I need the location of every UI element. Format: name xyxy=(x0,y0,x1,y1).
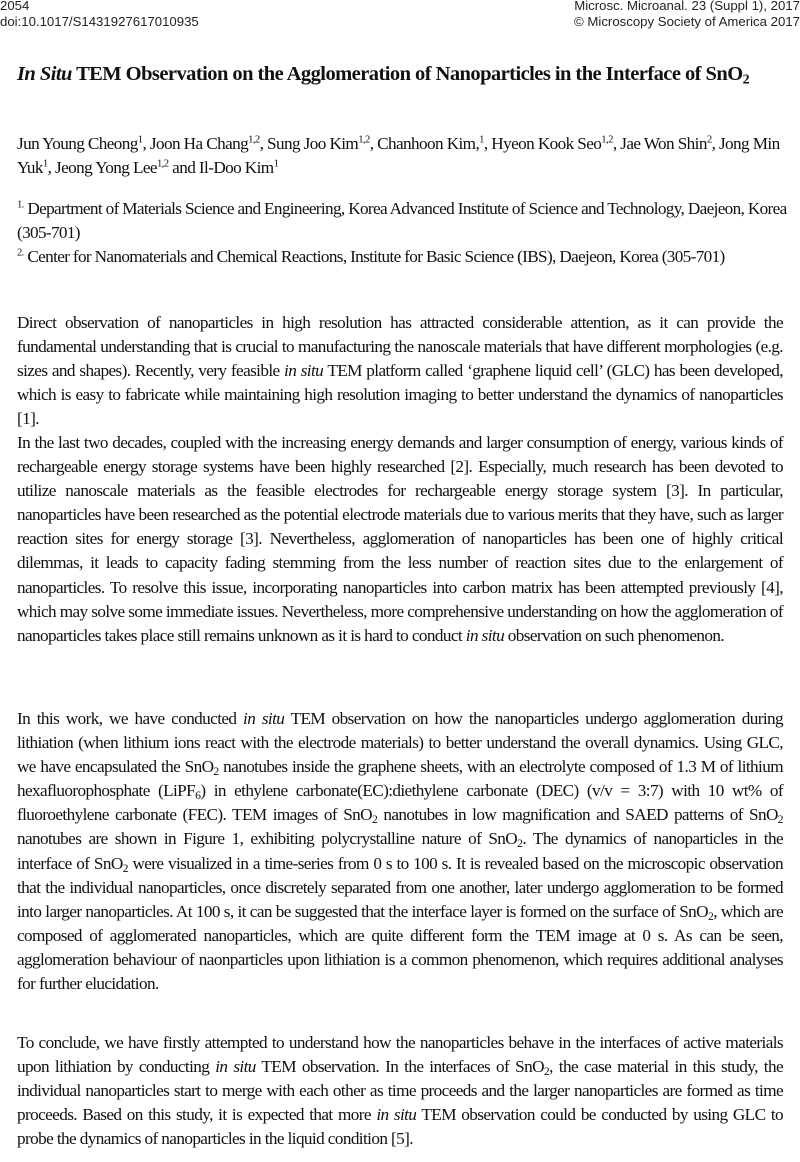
author-affiliation-mark: 1 xyxy=(42,158,48,170)
author-name: Jeong Yong Lee xyxy=(55,158,157,177)
author-name: Chanhoon Kim, xyxy=(377,134,480,153)
author-affiliation-mark: 1,2 xyxy=(156,158,169,170)
text-run: , the case material in this study, the individual nanoparticles start to merge with each other as time proceeds and the larger nanoparticles are formed as time proceeds. Based on this study, it is expected that more xyxy=(17,1057,784,1125)
author-affiliation-mark: 2 xyxy=(706,134,712,146)
author-name: Jong Min Yuk xyxy=(17,134,780,177)
author-name: Sung Joo Kim xyxy=(267,134,359,153)
text-run: ) in ethylene carbonate(EC):diethylene carbonate (DEC) (v/v = 3:7) with 10 wt% of fluoroethylene carbonate (FEC). TEM images of SnO xyxy=(17,781,783,825)
title-subscript: 2 xyxy=(742,72,750,88)
affiliation-mark: 2. xyxy=(17,247,24,259)
affiliation-text: Department of Materials Science and Engineering, Korea Advanced Institute of Science and Technology, Daejeon, Korea (305-701) xyxy=(17,199,787,242)
text-run: TEM observation. In the interfaces of SnO xyxy=(255,1057,544,1077)
paragraph-intro xyxy=(17,311,783,431)
subscript: 6 xyxy=(195,789,201,803)
paragraph-background xyxy=(17,431,783,648)
affiliation-mark: 1. xyxy=(17,199,24,211)
page-header-right xyxy=(574,0,800,29)
author-list: Jun Young Cheong$^1$, Joon Ha Chang$^{1,2}$, Sung Joo Kim$^{1,2}$, Chanhoon Kim,$^1$, Hyeon Kook Seo$^{1,2}$, Jae Won Shin$^2$, Jong Min Yuk$^1$, Jeong Yong Lee$^{1,2}$ and Il-Doo Kim$^1$ xyxy=(17,134,780,177)
subscript: 2 xyxy=(371,813,378,827)
text-run: TEM observation could be conducted by using GLC to probe the dynamics of nanoparticles in the liquid condition [5]. xyxy=(17,1105,783,1149)
text-run: In this work, we have conducted xyxy=(17,709,244,728)
subscript: 2 xyxy=(213,765,219,779)
author-affiliation-mark: 1,2 xyxy=(601,134,613,146)
affiliation-text: Center for Nanomaterials and Chemical Reactions, Institute for Basic Science (IBS), Daejeon, Korea (305-701) xyxy=(23,247,725,266)
subscript: 2 xyxy=(517,837,523,851)
author-affiliation-mark: 1,2 xyxy=(358,134,370,146)
subscript: 2 xyxy=(707,909,714,923)
italic-term: in situ xyxy=(284,361,324,381)
paragraph-methods-results xyxy=(17,707,783,996)
author-affiliation-mark: 1 xyxy=(479,134,484,146)
text-run: nanotubes in low magnification and SAED patterns of SnO xyxy=(377,805,778,825)
journal-citation: Microsc. Microanal. 23 (Suppl 1), 2017 xyxy=(574,0,800,13)
text-run: , which are composed of agglomerated nanoparticles, which are quite different form the TEM image at 0 s. As can be seen, agglomeration behaviour of naonparticles upon lithiation is a common phenomenon, which requires additional analyses for further elucidation. xyxy=(17,901,783,994)
copyright-notice: © Microscopy Society of America 2017 xyxy=(574,13,800,29)
author-affiliation-mark: 1 xyxy=(137,134,143,146)
italic-term: in situ xyxy=(243,709,285,728)
author-affiliation-mark: 1,2 xyxy=(248,134,260,146)
author-affiliation-mark: 1 xyxy=(273,158,279,170)
text-run: TEM observation on how the nanoparticles undergo agglomeration during lithiation (when lithium ions react with the electrode materials) to better understand the overall dynamics. Using GLC, we have encapsulated the SnO xyxy=(17,709,783,777)
subscript: 2 xyxy=(777,813,784,827)
title-main: TEM Observation on the Agglomeration of Nanoparticles in the Interface of SnO xyxy=(71,63,743,85)
title-italic: In Situ xyxy=(17,63,72,85)
text-run: In the last two decades, coupled with the increasing energy demands and larger consumption of energy, various kinds of rechargeable energy storage systems have been highly researched [2]. Especially, much research has been devoted to utilize nanoscale materials as the feasible electrodes for rechargeable energy storage system [3]. In particular, nanoparticles have been researched as the potential electrode materials due to various merits that they have, such as larger reaction sites for energy storage [3]. Nevertheless, agglomeration of nanoparticles has been one of highly critical dilemmas, it leads to capacity fading stemming from the less number of reaction sites due to the enlargement of nanoparticles. To resolve this issue, incorporating nanoparticles into carbon matrix has been attempted previously [4], which may solve some immediate issues. Nevertheless, more comprehensive understanding on how the agglomeration of nanoparticles takes place still remains unknown as it is hard to conduct xyxy=(17,433,783,645)
italic-term: in situ xyxy=(215,1057,256,1077)
affiliations xyxy=(17,197,797,269)
subscript: 2 xyxy=(122,861,128,875)
page-header-left xyxy=(0,0,199,29)
author-name: Joon Ha Chang xyxy=(149,134,249,153)
page-number: 2054 xyxy=(0,0,30,13)
affiliation-item xyxy=(17,245,797,269)
author-name: Jae Won Shin xyxy=(620,134,707,153)
text-run: nanotubes inside the graphene sheets, with an electrolyte composed of 1.3 M of lithium hexafluorophosphate (LiPF xyxy=(17,757,783,801)
affiliation-item xyxy=(17,197,797,245)
text-run: To conclude, we have firstly attempted to understand how the nanoparticles behave in the interfaces of active materials upon lithiation by conducting xyxy=(17,1033,783,1077)
author-name: Il-Doo Kim xyxy=(198,158,274,177)
text-run: . The dynamics of nanoparticles in the interface of SnO xyxy=(17,829,784,873)
paragraph-conclusion xyxy=(17,1031,783,1151)
text-run: were visualized in a time-series from 0 s to 100 s. It is revealed based on the microscopic observation that the individual nanoparticles, once discretely separated from one another, later undergo agglomeration to be formed into larger nanoparticles. At 100 s, it can be suggested that the interface layer is formed on the surface of SnO xyxy=(17,853,783,921)
author-name: Hyeon Kook Seo xyxy=(491,134,602,153)
doi: doi:10.1017/S1431927617010935 xyxy=(0,13,199,29)
text-run: observation on such phenomenon. xyxy=(504,625,725,645)
author-name: Jun Young Cheong xyxy=(17,134,138,153)
subscript: 2 xyxy=(543,1065,550,1079)
text-run: nanotubes are shown in Figure 1, exhibiting polycrystalline nature of SnO xyxy=(17,829,518,849)
text-run: Direct observation of nanoparticles in high resolution has attracted considerable attention, as it can provide the fundamental understanding that is crucial to manufacturing the nanoscale materials that have different morphologies (e.g. sizes and shapes). Recently, very feasible xyxy=(17,313,783,381)
italic-term: in situ xyxy=(465,625,505,645)
paper-title xyxy=(17,62,797,87)
italic-term: in situ xyxy=(376,1105,417,1125)
text-run: TEM platform called ‘graphene liquid cell’ (GLC) has been developed, which is easy to fabricate while maintaining high resolution imaging to better understand the dynamics of nanoparticles [1]. xyxy=(17,361,783,429)
